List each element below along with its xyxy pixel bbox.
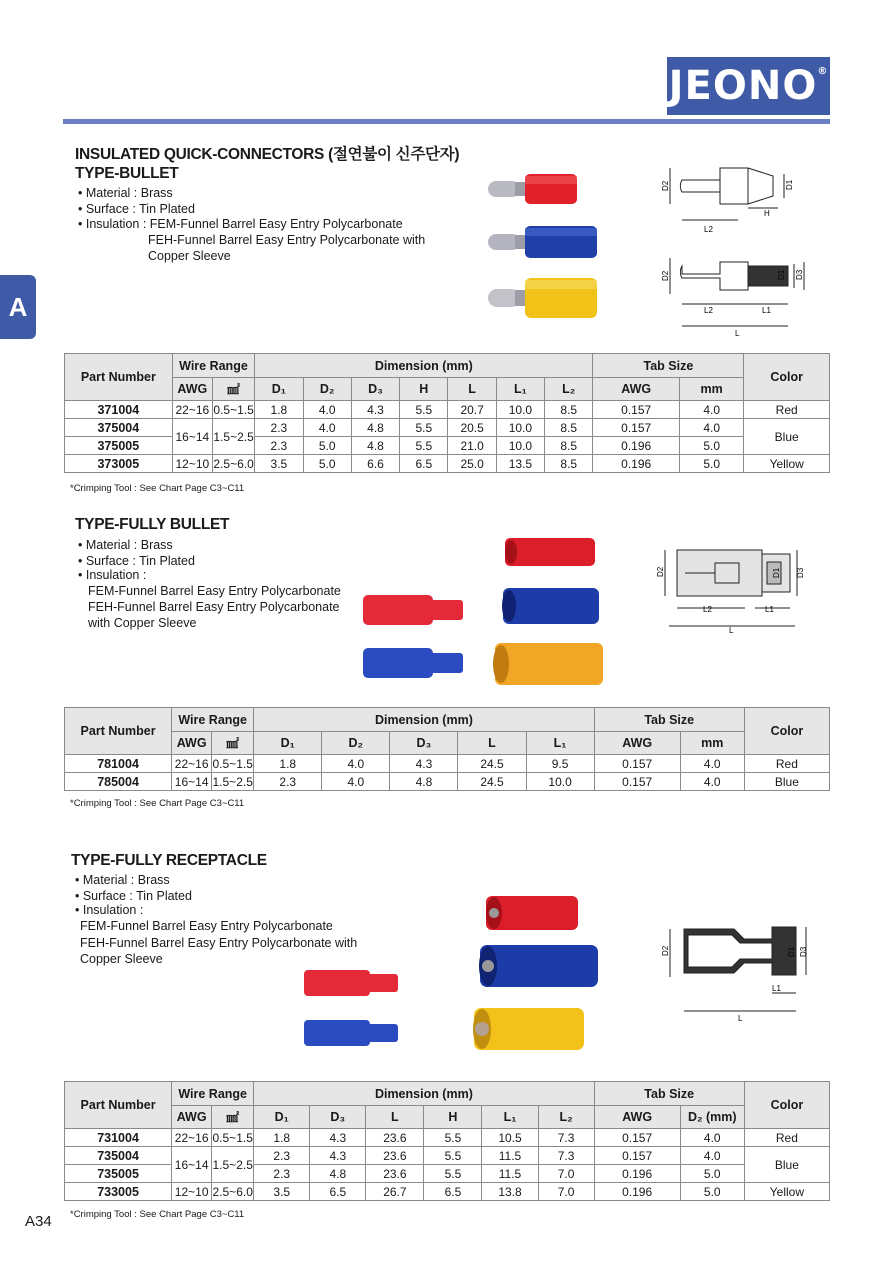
th-tab-d2: D₂ (mm) [680,1106,744,1129]
cell-d3: 4.8 [310,1165,366,1183]
cell-awg: 22~16 [172,1129,212,1147]
cell-d1: 2.3 [255,419,303,437]
th-l1: L₁ [526,732,594,755]
section3-bullet-surface: • Surface : Tin Plated [75,889,192,903]
cell-awg: 16~14 [172,1147,212,1183]
table-row [65,755,830,773]
th-tab-awg: AWG [594,1106,680,1129]
fully-bullet-yellow [493,643,603,685]
cell-l2: 7.3 [538,1129,594,1147]
th-d3: D₃ [310,1106,366,1129]
th-d1: D₁ [254,732,322,755]
dim-label: L [735,329,740,338]
cell-d1: 2.3 [254,1147,310,1165]
cell-tab-awg: 0.157 [593,419,680,437]
cell-l: 20.7 [448,401,496,419]
section1-insulation-cont: FEH-Funnel Barrel Easy Entry Polycarbonate with [148,233,426,247]
cell-part: 375004 [65,419,173,437]
dim-label: D2 [661,180,670,191]
table-row [65,455,830,473]
section2-title: TYPE-FULLY BULLET [75,516,230,533]
cell-tab-mm: 4.0 [680,773,744,791]
cell-d2: 5.0 [303,455,351,473]
th-h: H [424,1106,482,1129]
dim-label: L1 [765,605,774,614]
bullet-yellow [488,278,597,318]
dim-label: D3 [796,567,805,578]
cell-h: 5.5 [400,419,448,437]
cell-mm2: 0.5~1.5 [212,1130,253,1145]
cell-d2: 4.0 [322,773,390,791]
th-d3: D₃ [390,732,458,755]
th-d3: D₃ [351,378,399,401]
dim-label: L1 [762,306,771,315]
cell-d3: 6.6 [351,455,399,473]
cell-h: 5.5 [424,1165,482,1183]
th-part-number: Part Number [65,708,172,755]
section2-insulation-cont2: FEH-Funnel Barrel Easy Entry Polycarbonate [88,600,340,614]
th-dimension: Dimension (mm) [255,354,593,378]
cell-l1: 13.5 [496,455,544,473]
cell-tab-awg: 0.157 [594,773,680,791]
cell-l2: 8.5 [545,455,593,473]
th-tab-size: Tab Size [593,354,744,378]
dim-label: L1 [772,984,781,993]
bullet-connectors-photo [480,168,605,328]
cell-d2: 4.0 [303,401,351,419]
section1-bullet-material: • Material : Brass [78,186,173,200]
cell-color: Red [744,1129,829,1147]
section3-bullet-material: • Material : Brass [75,873,170,887]
cell-color: Red [744,755,829,773]
fully-receptacle-photo [298,890,598,1060]
cell-l1: 11.5 [482,1147,538,1165]
cell-mm2: 0.5~1.5 [213,402,254,417]
registered-mark: ® [817,66,829,77]
dim-label: D1 [772,567,781,578]
cell-l1: 10.0 [526,773,594,791]
section2-bullet-surface: • Surface : Tin Plated [78,554,195,568]
receptacle-yellow [473,1008,584,1050]
cell-d3: 4.8 [351,437,399,455]
th-d2: D₂ [303,378,351,401]
dim-label: D3 [799,946,808,957]
th-l1: L₁ [496,378,544,401]
cell-part: 785004 [65,773,172,791]
th-h: H [400,378,448,401]
cell-awg: 16~14 [172,419,212,455]
section1-bullet-surface: • Surface : Tin Plated [78,202,195,216]
th-tab-size: Tab Size [594,1082,744,1106]
header-rule [63,119,830,124]
th-l: L [448,378,496,401]
dim-label: D1 [777,269,786,280]
dim-label: L [738,1014,743,1023]
section2-insulation-cont3: with Copper Sleeve [88,616,197,630]
cell-l2: 7.3 [538,1147,594,1165]
cell-tab-mm: 5.0 [679,437,743,455]
cell-tab-awg: 0.157 [594,1147,680,1165]
section2-bullet-material: • Material : Brass [78,538,173,552]
cell-awg: 12~10 [172,1183,212,1201]
receptacle-blue-side [304,1020,398,1046]
cell-tab-awg: 0.157 [594,755,680,773]
cell-l2: 7.0 [538,1183,594,1201]
section1-note: *Crimping Tool : See Chart Page C3~C11 [70,483,245,494]
cell-d2: 4.0 [303,419,351,437]
cell-h: 5.5 [424,1147,482,1165]
fully-receptacle-dimension-drawing [660,915,810,1025]
cell-d2: 4.0 [322,755,390,773]
section3-note: *Crimping Tool : See Chart Page C3~C11 [70,1209,245,1220]
dim-label: D3 [795,269,804,280]
cell-part: 735004 [65,1147,172,1165]
section3-bullet-insulation: • Insulation : [75,903,144,917]
cell-d1: 2.3 [255,437,303,455]
cell-tab-awg: 0.157 [593,401,680,419]
fully-bullet-red-side [363,595,463,625]
dim-label: L [729,626,734,635]
cell-part: 375005 [65,437,173,455]
dim-label: H [764,209,770,218]
fully-bullet-photo [355,530,610,690]
cell-color: Blue [744,419,830,455]
cell-part: 781004 [65,755,172,773]
cell-tab-awg: 0.157 [594,1129,680,1147]
cell-mm2: 1.5~2.5 [212,1147,254,1183]
cell-awg: 12~10 [172,455,212,473]
cell-l: 23.6 [366,1129,424,1147]
cell-d3: 4.3 [351,401,399,419]
cell-l2: 8.5 [545,401,593,419]
cell-d3: 4.3 [310,1129,366,1147]
receptacle-red [486,896,578,930]
cell-h: 5.5 [400,401,448,419]
cell-l: 20.5 [448,419,496,437]
section3-insulation-cont2: FEH-Funnel Barrel Easy Entry Polycarbonate with [80,936,358,950]
bullet-blue [488,226,597,258]
cell-tab-mm: 5.0 [679,455,743,473]
cell-color: Blue [744,1147,829,1183]
th-d1: D₁ [254,1106,310,1129]
th-l2: L₂ [538,1106,594,1129]
section3-insulation-cont3: Copper Sleeve [80,952,163,966]
cell-l2: 8.5 [545,419,593,437]
th-color: Color [744,708,829,755]
bullet-dimension-drawing [660,150,810,340]
section2-note: *Crimping Tool : See Chart Page C3~C11 [70,798,245,809]
cell-color: Yellow [744,455,830,473]
cell-d1: 3.5 [254,1183,310,1201]
th-tab-mm: mm [679,378,743,401]
table-row [65,419,830,437]
receptacle-blue [479,945,598,987]
cell-h: 5.5 [424,1129,482,1147]
th-l1: L₁ [482,1106,538,1129]
th-tab-size: Tab Size [594,708,744,732]
cell-l: 26.7 [366,1183,424,1201]
dim-label: L2 [703,605,712,614]
cell-awg: 22~16 [172,401,212,419]
cell-mm2: 0.5~1.5 [212,756,253,771]
dim-label: D2 [656,566,665,577]
fully-bullet-blue [502,588,599,624]
th-l: L [458,732,526,755]
cell-l2: 8.5 [545,437,593,455]
cell-h: 6.5 [424,1183,482,1201]
dim-label: D2 [661,945,670,956]
cell-tab-mm: 4.0 [680,755,744,773]
th-awg: AWG [172,732,212,755]
dim-label: D2 [661,270,670,281]
cell-l: 24.5 [458,755,526,773]
cell-l: 23.6 [366,1165,424,1183]
cell-l: 23.6 [366,1147,424,1165]
cell-l1: 9.5 [526,755,594,773]
cell-d3: 4.3 [390,755,458,773]
dim-label: L2 [704,225,713,234]
fully-bullet-blue-side [363,648,463,678]
dim-label: D1 [787,946,796,957]
cell-l1: 13.8 [482,1183,538,1201]
section3-insulation-cont: FEM-Funnel Barrel Easy Entry Polycarbonate [80,919,333,933]
brand-name: JEONO [668,63,818,109]
cell-d1: 2.3 [254,773,322,791]
cell-mm2: 1.5~2.5 [212,774,253,789]
section2-insulation-cont: FEM-Funnel Barrel Easy Entry Polycarbonate [88,584,341,598]
cell-d3: 4.8 [390,773,458,791]
fully-bullet-dimension-drawing [655,540,805,635]
section1-spec-table [64,353,830,473]
cell-l1: 10.0 [496,401,544,419]
cell-tab-mm: 4.0 [679,401,743,419]
cell-d1: 2.3 [254,1165,310,1183]
cell-l1: 10.0 [496,419,544,437]
cell-part: 731004 [65,1129,172,1147]
cell-d1: 1.8 [254,755,322,773]
th-part-number: Part Number [65,1082,172,1129]
cell-d1: 1.8 [254,1129,310,1147]
th-dimension: Dimension (mm) [254,708,594,732]
table-row [65,773,830,791]
th-tab-awg: AWG [593,378,680,401]
cell-l2: 7.0 [538,1165,594,1183]
cell-tab-awg: 0.196 [593,437,680,455]
section2-spec-table [64,707,830,791]
th-wire-range: Wire Range [172,354,255,378]
cell-l: 21.0 [448,437,496,455]
th-tab-mm: mm [680,732,744,755]
th-mm2: ㎟ [212,1106,254,1129]
cell-tab-awg: 0.196 [594,1183,680,1201]
cell-tab-d2: 5.0 [680,1165,744,1183]
section1-bullet-insulation: • Insulation : FEM-Funnel Barrel Easy Entry Polycarbonate [78,217,403,231]
th-color: Color [744,354,830,401]
cell-part: 373005 [65,455,173,473]
cell-d1: 1.8 [255,401,303,419]
cell-mm2: 2.5~6.0 [213,456,254,471]
cell-d3: 4.3 [310,1147,366,1165]
th-l2: L₂ [545,378,593,401]
cell-h: 5.5 [400,437,448,455]
cell-l1: 10.0 [496,437,544,455]
cell-d3: 6.5 [310,1183,366,1201]
cell-color: Red [744,401,830,419]
brand-logo [667,57,830,115]
th-d1: D₁ [255,378,303,401]
th-awg: AWG [172,378,212,401]
cell-awg: 22~16 [172,755,212,773]
section-tab: A [0,275,36,339]
page-number: A34 [25,1213,52,1230]
cell-tab-awg: 0.196 [594,1165,680,1183]
cell-l1: 10.5 [482,1129,538,1147]
cell-tab-mm: 4.0 [679,419,743,437]
dim-label: L2 [704,306,713,315]
th-awg: AWG [172,1106,212,1129]
section2-bullet-insulation: • Insulation : [78,568,147,582]
th-l: L [366,1106,424,1129]
th-wire-range: Wire Range [172,708,254,732]
th-part-number: Part Number [65,354,173,401]
section1-title: INSULATED QUICK-CONNECTORS (절연불이 신주단자) [75,146,460,163]
th-mm2: ㎟ [212,732,254,755]
cell-color: Yellow [744,1183,829,1201]
th-wire-range: Wire Range [172,1082,254,1106]
section1-subtitle: TYPE-BULLET [75,165,179,182]
th-dimension: Dimension (mm) [254,1082,594,1106]
cell-d3: 4.8 [351,419,399,437]
receptacle-red-side [304,970,398,996]
bullet-red [488,174,577,204]
th-tab-awg: AWG [594,732,680,755]
cell-l: 25.0 [448,455,496,473]
th-color: Color [744,1082,829,1129]
th-d2: D₂ [322,732,390,755]
cell-part: 735005 [65,1165,172,1183]
cell-tab-d2: 4.0 [680,1129,744,1147]
cell-h: 6.5 [400,455,448,473]
cell-color: Blue [744,773,829,791]
section3-spec-table [64,1081,830,1201]
cell-d1: 3.5 [255,455,303,473]
cell-l: 24.5 [458,773,526,791]
cell-tab-d2: 5.0 [680,1183,744,1201]
section3-title: TYPE-FULLY RECEPTACLE [71,852,267,869]
cell-tab-d2: 4.0 [680,1147,744,1165]
cell-d2: 5.0 [303,437,351,455]
table-row [65,1147,830,1165]
cell-part: 733005 [65,1183,172,1201]
cell-tab-awg: 0.196 [593,455,680,473]
cell-mm2: 1.5~2.5 [212,419,254,455]
cell-l1: 11.5 [482,1165,538,1183]
table-row [65,401,830,419]
cell-part: 371004 [65,401,173,419]
th-mm2: ㎟ [212,378,254,401]
dim-label: D1 [785,179,794,190]
section1-insulation-cont2: Copper Sleeve [148,249,231,263]
cell-mm2: 2.5~6.0 [212,1184,253,1199]
table-row [65,1129,830,1147]
cell-awg: 16~14 [172,773,212,791]
table-row [65,1183,830,1201]
fully-bullet-red [505,538,595,566]
